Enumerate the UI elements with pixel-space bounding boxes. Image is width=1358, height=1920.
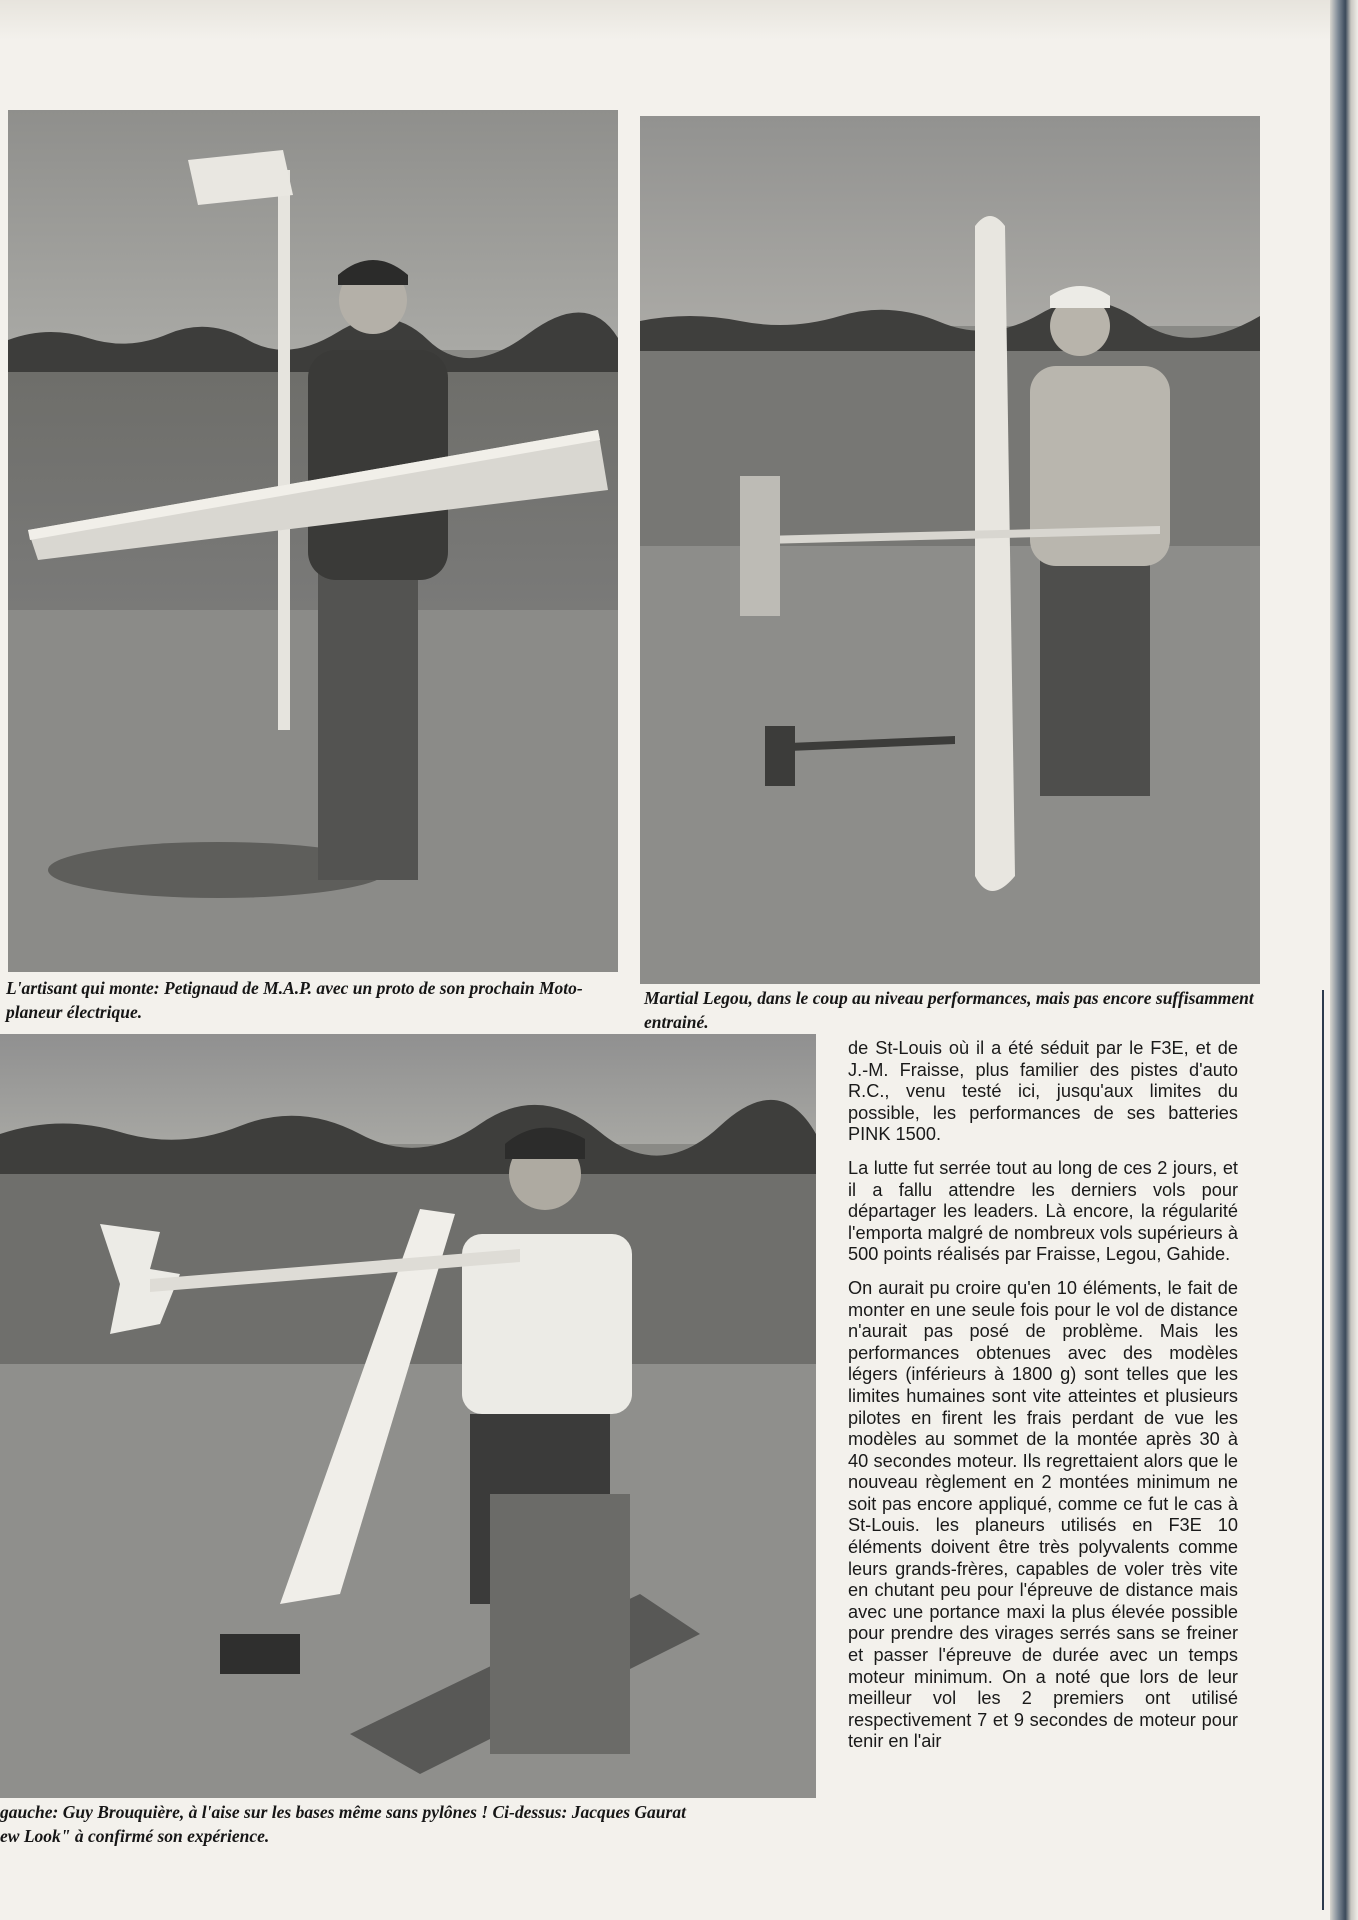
article-paragraph: de St-Louis où il a été séduit par le F3E, et de J.-M. Fraisse, plus familier des pistes d'auto R.C., venu testé ici, jusqu'aux limites du possible, les performances de ses batteries PINK 1500. xyxy=(848,1038,1238,1145)
page-edge-rule xyxy=(1322,990,1324,1910)
photo-legou-glider xyxy=(640,116,1260,984)
photo-2-caption: Martial Legou, dans le coup au niveau performances, mais pas encore suffisamment entrainé. xyxy=(644,988,1254,1032)
photo-brouquiere-glider xyxy=(0,1034,816,1798)
photo-1-caption: L'artisant qui monte: Petignaud de M.A.P. avec un proto de son prochain Moto-planeur électrique. xyxy=(6,978,583,1022)
article-paragraph: On aurait pu croire qu'en 10 éléments, le fait de monter en une seule fois pour le vol de distance n'aurait pas posé de problème. Mais les performances obtenues avec des modèles légers (inférieurs à 1800 g) sont telles que les limites humaines sont vite atteintes et plusieurs pilotes en firent les frais perdant de vue les modèles au sommet de la montée après 30 à 40 secondes moteur. Ils regrettaient alors que le nouveau règlement en 2 montées minimum ne soit pas encore appliqué, comme ce fut le cas à St-Louis. les planeurs utilisés en F3E 10 éléments doivent être très polyvalents comme leurs grands-frères, capables de voler très vite en chutant peu pour l'épreuve de distance mais avec une portance maxi la plus élevée possible pour prendre des virages serrés sans se freiner et passer l'épreuve de durée avec un temps moteur minimum. On a noté que lors de leur meilleur vol les 2 premiers ont utilisé respectivement 7 et 9 secondes de moteur pour tenir en l'air xyxy=(848,1277,1238,1752)
photo-3-caption: gauche: Guy Brouquière, à l'aise sur les bases même sans pylônes ! Ci-dessus: Jacques Gaurat ew Look" à confirmé son expérience. xyxy=(0,1802,686,1846)
page-binding-edge xyxy=(1330,0,1358,1920)
photo-petignaud-glider xyxy=(8,110,618,972)
page-top-margin xyxy=(0,0,1330,40)
article-text-column xyxy=(848,1038,1238,1765)
article-paragraph: La lutte fut serrée tout au long de ces 2 jours, et il a fallu attendre les derniers vols pour départager les leaders. Là encore, la régularité l'emporta malgré de nombreux vols supérieurs à 500 points réalisés par Fraisse, Legou, Gahide. xyxy=(848,1157,1238,1265)
